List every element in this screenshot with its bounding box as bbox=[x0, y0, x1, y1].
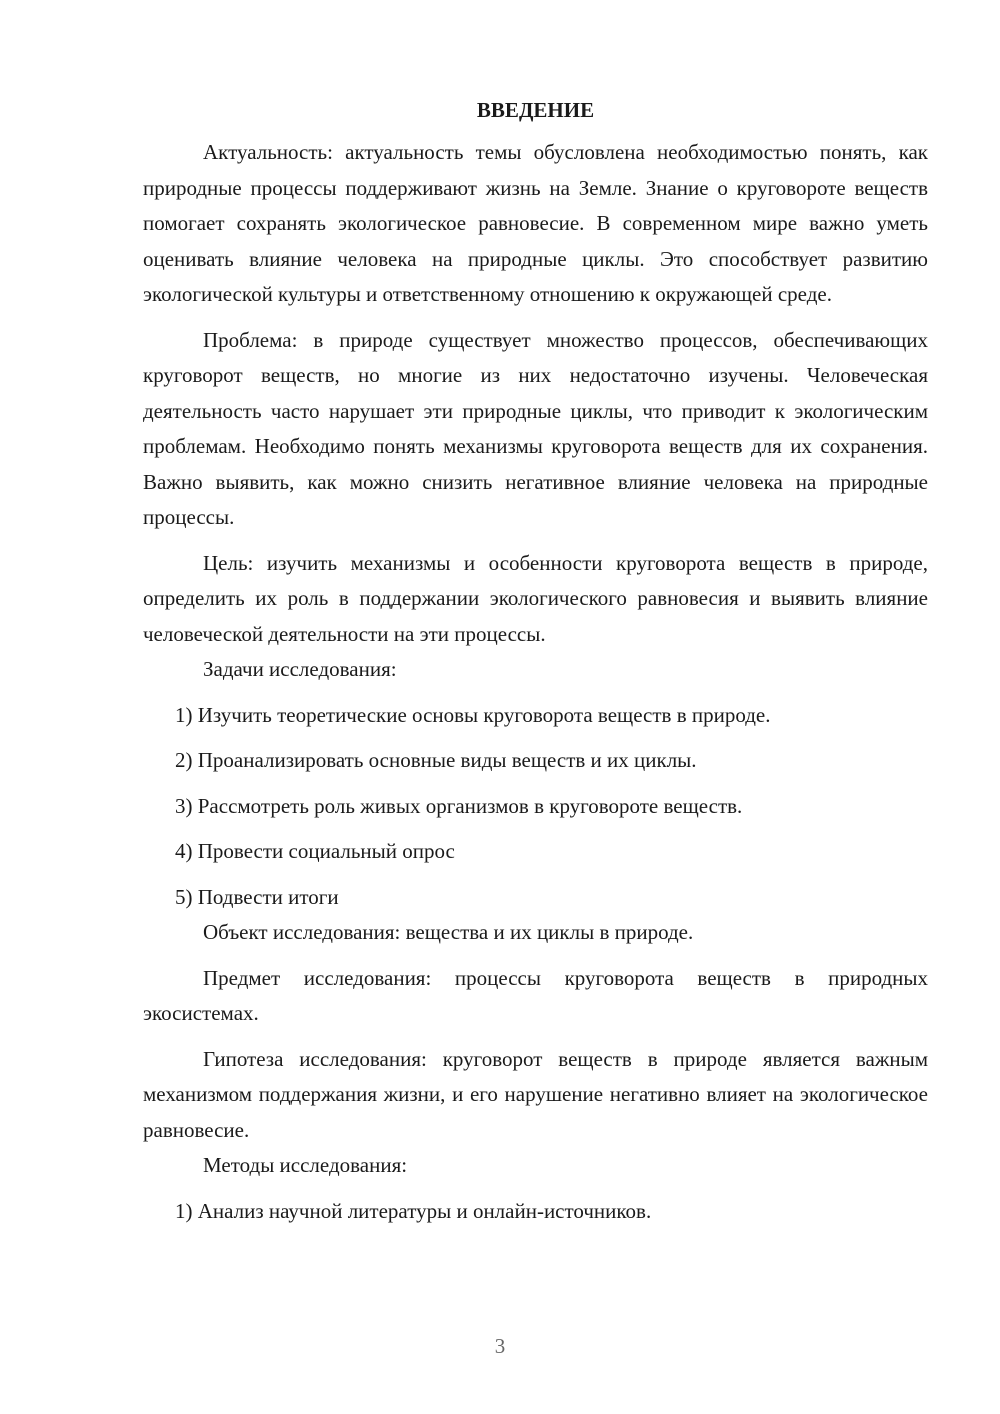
tasks-list bbox=[143, 698, 928, 916]
methods-title: Методы исследования: bbox=[203, 1153, 408, 1177]
page-content bbox=[143, 96, 928, 1229]
relevance-paragraph: Актуальность: актуальность темы обусловлена необходимостью понять, как природные процессы поддерживают жизнь на Земле. Знание о круговороте веществ помогает сохранять экологическое равновесие. В современном мире важно уметь оценивать влияние человека на природные циклы. Это способствует развитию экологической культуры и ответственному отношению к окружающей среде. bbox=[143, 140, 928, 306]
hypothesis-paragraph: Гипотеза исследования: круговорот веществ в природе является важным механизмом поддержания жизни, и его нарушение негативно влияет на экологическое равновесие. bbox=[143, 1046, 928, 1142]
tasks-title: Задачи исследования: bbox=[203, 657, 397, 681]
problem-paragraph: Проблема: в природе существует множество процессов, обеспечивающих круговорот веществ, но многие из них недостаточно изучены. Человеческая деятельность часто нарушает эти природные циклы, что приводит к экологическим проблемам. Необходимо понять механизмы круговорота веществ для их сохранения. Важно выявить, как можно снизить негативное влияние человека на природные процессы. bbox=[143, 327, 928, 529]
method-item: 1) Анализ научной литературы и онлайн-источников. bbox=[175, 1198, 652, 1223]
methods-list bbox=[143, 1194, 928, 1230]
task-item: 2) Проанализировать основные виды веществ и их циклы. bbox=[175, 748, 697, 772]
task-item: 4) Провести социальный опрос bbox=[175, 839, 455, 863]
goal-paragraph: Цель: изучить механизмы и особенности круговорота веществ в природе, определить их роль в поддержании экологического равновесия и выявить влияние человеческой деятельности на эти процессы. bbox=[143, 550, 928, 646]
page-number: 3 bbox=[494, 1334, 506, 1358]
task-item: 3) Рассмотреть роль живых организмов в круговороте веществ. bbox=[175, 793, 743, 818]
task-item: 1) Изучить теоретические основы круговорота веществ в природе. bbox=[175, 702, 771, 727]
object-paragraph: Объект исследования: вещества и их циклы в природе. bbox=[203, 920, 694, 944]
page-title: ВВЕДЕНИЕ bbox=[476, 98, 595, 122]
subject-paragraph: Предмет исследования: процессы круговорота веществ в природных экосистемах. bbox=[143, 965, 928, 1025]
task-item: 5) Подвести итоги bbox=[175, 884, 339, 909]
